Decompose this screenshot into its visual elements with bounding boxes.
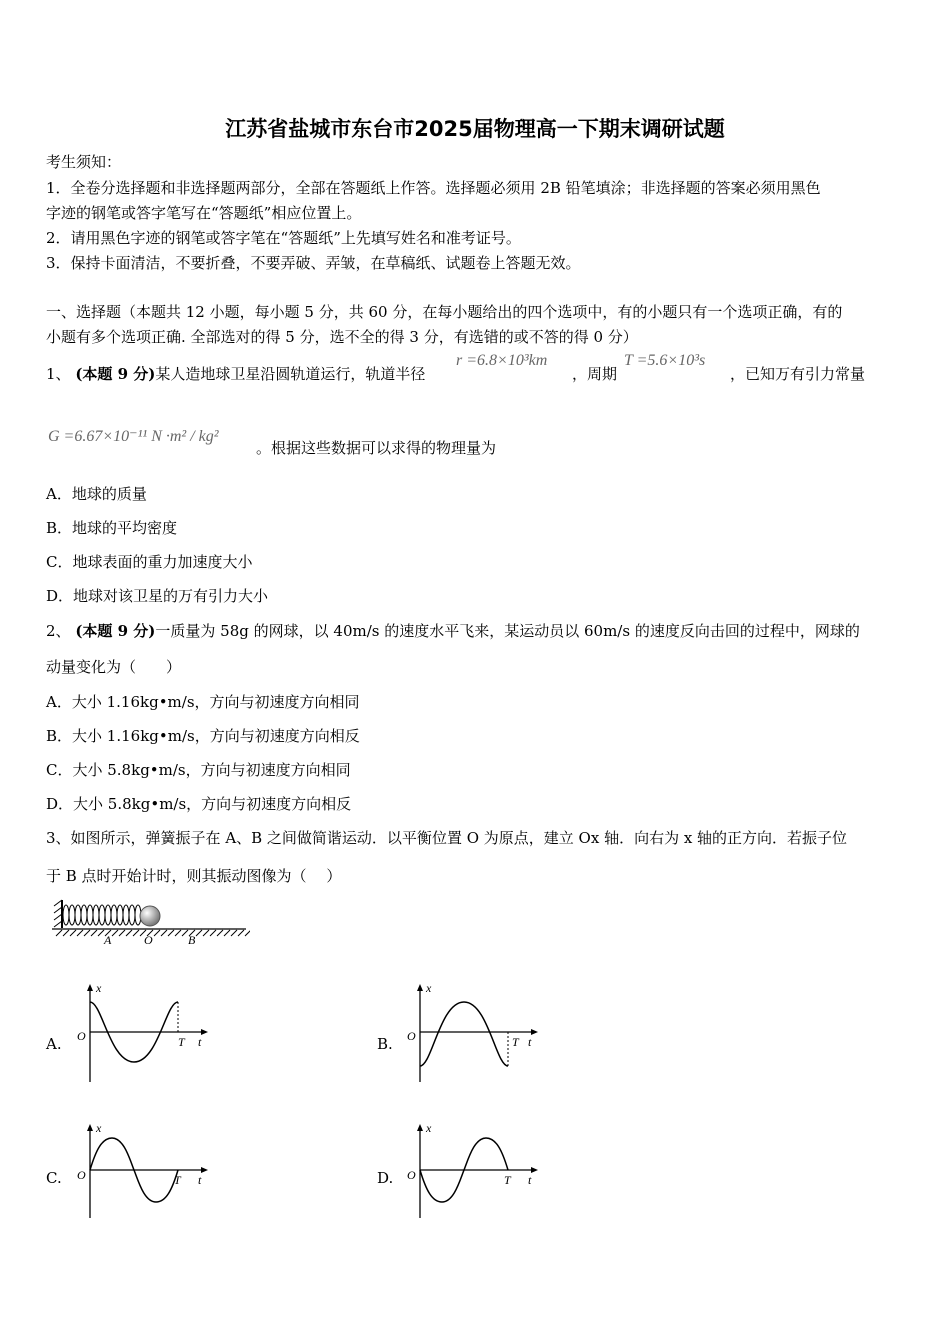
- t-label: t: [198, 1173, 202, 1187]
- t-axis-arrow: [531, 1167, 538, 1173]
- question-3-option-b-label[interactable]: B.: [377, 1035, 393, 1053]
- notice-heading: 考生须知：: [46, 153, 122, 171]
- t-axis-arrow: [201, 1029, 208, 1035]
- period-label: T: [178, 1035, 185, 1049]
- x-axis-arrow: [417, 1124, 423, 1131]
- hatch-line: [161, 930, 167, 936]
- question-1-text-b: ，周期: [572, 365, 618, 383]
- hatch-line: [245, 930, 250, 936]
- hatch-line: [210, 930, 216, 936]
- x-label: x: [96, 982, 102, 995]
- question-2-option-d[interactable]: D．大小 5.8kg•m/s，方向与初速度方向相反: [46, 795, 352, 813]
- question-2-stem-line-1: [46, 621, 860, 641]
- x-label: x: [426, 1122, 432, 1135]
- hatch-line: [91, 930, 97, 936]
- page-title: 江苏省盐城市东台市2025届物理高一下期末调研试题: [225, 117, 725, 141]
- graph-option-b[interactable]: [402, 982, 552, 1084]
- question-1-number: 1、: [46, 365, 71, 383]
- hatch-line: [63, 930, 69, 936]
- hatch-line: [196, 930, 202, 936]
- hatch-line: [126, 930, 132, 936]
- question-2-option-b[interactable]: B．大小 1.16kg•m/s，方向与初速度方向相反: [46, 727, 360, 745]
- hatch-line: [77, 930, 83, 936]
- hatch-line: [133, 930, 139, 936]
- question-2-text-line-1: 一质量为 58g 的网球，以 40m/s 的速度水平飞来，某运动员以 60m/s 的速度反向击回的过程中，网球的: [155, 622, 860, 640]
- t-label: t: [528, 1173, 532, 1187]
- formula-period: T =5.6×10³s: [624, 352, 706, 369]
- question-2-option-a[interactable]: A．大小 1.16kg•m/s，方向与初速度方向相同: [46, 693, 360, 711]
- question-1-text-c: ，已知万有引力常量: [730, 365, 866, 383]
- origin-label: O: [407, 1029, 416, 1043]
- point-a-label: A: [104, 933, 112, 947]
- notice-item-1-line-1: 1．全卷分选择题和非选择题两部分，全部在答题纸上作答。选择题必须用 2B 铅笔填涂；非选择题的答案必须用黑色: [46, 179, 821, 197]
- t-axis-arrow: [201, 1167, 208, 1173]
- t-label: t: [528, 1035, 532, 1049]
- ground-hatching: [56, 930, 250, 936]
- section-heading-line-1: 一、选择题（本题共 12 小题，每小题 5 分，共 60 分，在每小题给出的四个选项中，有的小题只有一个选项正确，有的: [46, 303, 843, 321]
- question-1-option-d[interactable]: D．地球对该卫星的万有引力大小: [46, 587, 269, 605]
- hatch-line: [84, 930, 90, 936]
- point-o-label: O: [144, 933, 153, 947]
- question-1-option-c[interactable]: C．地球表面的重力加速度大小: [46, 553, 253, 571]
- question-2-number: 2、: [46, 622, 71, 640]
- question-2-option-c[interactable]: C．大小 5.8kg•m/s，方向与初速度方向相同: [46, 761, 351, 779]
- oscillator-ball: [140, 906, 160, 926]
- hatch-line: [238, 930, 244, 936]
- hatch-line: [56, 930, 62, 936]
- origin-label: O: [407, 1168, 416, 1182]
- negative-cosine-curve: [420, 1002, 508, 1066]
- formula-gravitational-constant: G =6.67×10⁻¹¹ N ·m² / kg²: [48, 428, 219, 445]
- notice-item-2: 2．请用黑色字迹的钢笔或答字笔在“答题纸”上先填写姓名和准考证号。: [46, 229, 521, 247]
- hatch-line: [70, 930, 76, 936]
- question-3-stem-line-2: 于 B 点时开始计时，则其振动图像为（ ）: [46, 867, 342, 885]
- hatch-line: [224, 930, 230, 936]
- spring-oscillator-diagram: [50, 898, 250, 950]
- question-1-text-a: 某人造地球卫星沿圆轨道运行，轨道半径: [155, 365, 426, 383]
- hatch-line: [112, 930, 118, 936]
- section-heading-line-2: 小题有多个选项正确. 全部选对的得 5 分，选不全的得 3 分，有选错的或不答的得 0 分）: [46, 328, 638, 346]
- question-3-option-c-label[interactable]: C.: [46, 1169, 62, 1187]
- point-b-label: B: [188, 933, 196, 947]
- x-label: x: [426, 982, 432, 995]
- hatch-line: [154, 930, 160, 936]
- t-label: t: [198, 1035, 202, 1049]
- x-axis-arrow: [87, 984, 93, 991]
- origin-label: O: [77, 1168, 86, 1182]
- spring: [63, 905, 141, 925]
- question-1-tag: (本题 9 分): [75, 365, 156, 383]
- question-2-tag: (本题 9 分): [75, 622, 156, 640]
- period-label: T: [512, 1035, 519, 1049]
- question-2-stem-line-2: 动量变化为（ ）: [46, 658, 182, 676]
- question-3-option-d-label[interactable]: D.: [377, 1169, 394, 1187]
- hatch-line: [175, 930, 181, 936]
- question-3-option-a-label[interactable]: A.: [46, 1035, 62, 1053]
- hatch-line: [119, 930, 125, 936]
- question-1-text-d: 。根据这些数据可以求得的物理量为: [256, 439, 497, 457]
- graph-option-d[interactable]: [402, 1122, 552, 1220]
- period-label: T: [504, 1173, 511, 1187]
- question-1-stem: [46, 364, 425, 384]
- period-label: T: [174, 1173, 181, 1187]
- question-1-option-a[interactable]: A．地球的质量: [46, 485, 147, 503]
- x-label: x: [96, 1122, 102, 1135]
- graph-option-a[interactable]: [72, 982, 222, 1084]
- hatch-line: [203, 930, 209, 936]
- hatch-line: [168, 930, 174, 936]
- question-1-option-b[interactable]: B．地球的平均密度: [46, 519, 178, 537]
- origin-label: O: [77, 1029, 86, 1043]
- x-axis-arrow: [417, 984, 423, 991]
- notice-item-3: 3．保持卡面清洁，不要折叠，不要弄破、弄皱，在草稿纸、试题卷上答题无效。: [46, 254, 581, 272]
- notice-item-1-line-2: 字迹的钢笔或答字笔写在“答题纸”相应位置上。: [46, 204, 362, 222]
- t-axis-arrow: [531, 1029, 538, 1035]
- hatch-line: [217, 930, 223, 936]
- graph-option-c[interactable]: [72, 1122, 222, 1220]
- x-axis-arrow: [87, 1124, 93, 1131]
- question-3-stem-line-1: 3、如图所示，弹簧振子在 A、B 之间做简谐运动．以平衡位置 O 为原点，建立 Ox 轴．向右为 x 轴的正方向．若振子位: [46, 829, 848, 847]
- wall-hatching: [54, 900, 62, 927]
- hatch-line: [231, 930, 237, 936]
- formula-radius: r =6.8×10³km: [456, 352, 548, 369]
